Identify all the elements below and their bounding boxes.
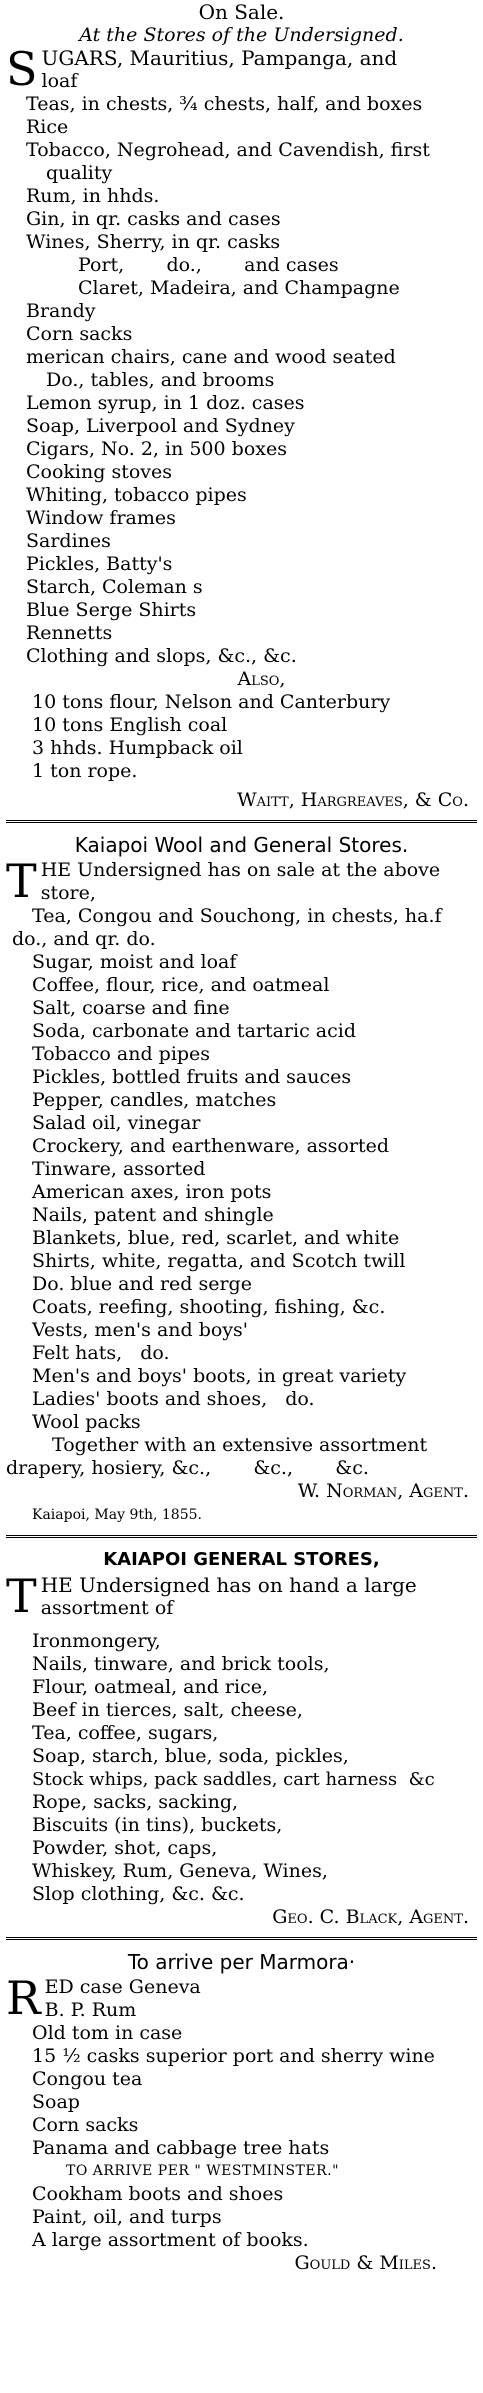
list-item: Nails, tinware, and brick tools, xyxy=(32,1653,330,1675)
list-item: Salt, coarse and fine xyxy=(32,997,230,1019)
list-item: American axes, iron pots xyxy=(32,1181,272,1203)
list-item: Nails, patent and shingle xyxy=(32,1204,274,1226)
list-item: Whiskey, Rum, Geneva, Wines, xyxy=(32,1860,328,1882)
list-item: Brandy xyxy=(26,300,96,322)
list-item: Corn sacks xyxy=(32,2114,139,2136)
lead-continuation: assortment of xyxy=(40,1597,174,1619)
list-item: Claret, Madeira, and Champagne xyxy=(78,277,400,299)
list-item: do., and qr. do. xyxy=(12,928,156,950)
list-item: Soda, carbonate and tartaric acid xyxy=(32,1020,356,1042)
list-item: quality xyxy=(46,162,113,184)
dropcap-letter: R xyxy=(6,1971,41,2025)
list-item: Tea, coffee, sugars, xyxy=(32,1722,219,1744)
list-item: 3 hhds. Humpback oil xyxy=(32,737,243,759)
list-item: Starch, Coleman s xyxy=(26,576,203,598)
dropcap-letter: T xyxy=(6,854,37,908)
advertisement-kaiapoi-general-stores xyxy=(6,1546,477,1929)
list-item: Gin, in qr. casks and cases xyxy=(26,208,281,230)
list-item: Rennetts xyxy=(26,622,113,644)
item-list xyxy=(6,93,477,668)
advertisement-on-sale xyxy=(6,0,477,812)
list-item: Tinware, assorted xyxy=(32,1158,206,1180)
list-item: Stock whips, pack saddles, cart harness &c xyxy=(32,1769,435,1790)
list-item: Tobacco, Negrohead, and Cavendish, first xyxy=(26,139,430,161)
list-item: Cooking stoves xyxy=(26,461,172,483)
ad-title: On Sale. xyxy=(198,0,285,24)
list-item: Paint, oil, and turps xyxy=(32,2206,222,2228)
list-item: Felt hats, do. xyxy=(32,1342,170,1364)
list-item: Soap, starch, blue, soda, pickles, xyxy=(32,1745,349,1767)
list-item: Coffee, flour, rice, and oatmeal xyxy=(32,974,330,996)
list-item: Men's and boys' boots, in great variety xyxy=(32,1365,407,1387)
lead-continuation: loaf xyxy=(41,70,78,92)
lead-line: HE Undersigned has on sale at the above xyxy=(40,859,441,881)
signature: Waitt, Hargreaves, & Co. xyxy=(237,789,469,811)
item-list xyxy=(6,905,477,1434)
lead-continuation: store, xyxy=(40,882,96,904)
lead-line: UGARS, Mauritius, Pampanga, and xyxy=(41,46,398,70)
list-item: Powder, shot, caps, xyxy=(32,1837,218,1859)
list-item: Lemon syrup, in 1 doz. cases xyxy=(26,392,305,414)
ad-lead xyxy=(6,1971,477,2025)
list-item: Corn sacks xyxy=(26,323,133,345)
ad-lead xyxy=(6,1569,477,1623)
list-item: Flour, oatmeal, and rice, xyxy=(32,1676,269,1698)
list-item: Window frames xyxy=(26,507,176,529)
list-item: Cigars, No. 2, in 500 boxes xyxy=(26,438,287,460)
list-item: Pickles, Batty's xyxy=(26,553,173,575)
also-list xyxy=(6,691,477,783)
list-item: Soap, Liverpool and Sydney xyxy=(26,415,295,437)
list-item: Whiting, tobacco pipes xyxy=(26,484,247,506)
arrival-note: TO ARRIVE PER " WESTMINSTER." xyxy=(66,2163,340,2179)
ad-title: KAIAPOI GENERAL STORES, xyxy=(103,1549,380,1570)
signature: Gould & Miles. xyxy=(294,2252,437,2274)
advertisement-kaiapoi-wool-stores xyxy=(6,831,477,1527)
divider xyxy=(6,1937,477,1940)
date-line: Kaiapoi, May 9th, 1855. xyxy=(32,1507,202,1523)
list-item: Sardines xyxy=(26,530,111,552)
list-item: Tobacco and pipes xyxy=(32,1043,211,1065)
list-item: Soap xyxy=(32,2091,80,2113)
list-item: Old tom in case xyxy=(32,2022,183,2044)
ad-title: To arrive per Marmora· xyxy=(127,1950,356,1974)
list-item: Ladies' boots and shoes, do. xyxy=(32,1388,315,1410)
lead-line: HE Undersigned has on hand a large xyxy=(40,1573,417,1597)
list-item: Wool packs xyxy=(32,1411,141,1433)
list-item: Coats, reefing, shooting, fishing, &c. xyxy=(32,1296,386,1318)
list-item: Clothing and slops, &c., &c. xyxy=(26,645,297,667)
ad-title: Kaiapoi Wool and General Stores. xyxy=(74,833,409,857)
list-item: Rope, sacks, sacking, xyxy=(32,1791,239,1813)
signature: Geo. C. Black, Agent. xyxy=(272,1906,469,1928)
list-item: Pickles, bottled fruits and sauces xyxy=(32,1066,352,1088)
list-item: Rice xyxy=(26,116,69,138)
list-item: Ironmongery, xyxy=(32,1630,161,1652)
ad-lead xyxy=(6,854,477,908)
divider xyxy=(6,820,477,823)
list-item: Do. blue and red serge xyxy=(32,1273,252,1295)
list-item: Biscuits (in tins), buckets, xyxy=(32,1814,283,1836)
item-list xyxy=(6,2022,477,2160)
list-item: 10 tons flour, Nelson and Canterbury xyxy=(32,691,391,713)
list-item: Blue Serge Shirts xyxy=(26,599,197,621)
divider xyxy=(6,1535,477,1538)
list-item: Panama and cabbage tree hats xyxy=(32,2137,330,2159)
together-line: Together with an extensive assortment xyxy=(52,1434,428,1456)
list-item: Blankets, blue, red, scarlet, and white xyxy=(32,1227,400,1249)
list-item: 1 ton rope. xyxy=(32,760,138,782)
list-item: Pepper, candles, matches xyxy=(32,1089,277,1111)
list-item: Port, do., and cases xyxy=(78,254,339,276)
lead-continuation: B. P. Rum xyxy=(44,1999,137,2021)
list-item: 10 tons English coal xyxy=(32,714,228,736)
list-item: Slop clothing, &c. &c. xyxy=(32,1883,245,1905)
list-item: Congou tea xyxy=(32,2068,143,2090)
signature: W. Norman, Agent. xyxy=(297,1480,469,1502)
list-item: Sugar, moist and loaf xyxy=(32,951,237,973)
dropcap-letter: T xyxy=(6,1569,37,1623)
list-item: A large assortment of books. xyxy=(32,2229,309,2251)
list-item: Vests, men's and boys' xyxy=(32,1319,249,1341)
lead-line: ED case Geneva xyxy=(44,1976,201,1998)
list-item: Teas, in chests, ¾ chests, half, and boxes xyxy=(26,93,423,115)
list-item: merican chairs, cane and wood seated xyxy=(26,346,396,368)
dropcap-letter: S xyxy=(6,42,38,96)
list-item: Cookham boots and shoes xyxy=(32,2183,284,2205)
item-list xyxy=(6,1620,477,1906)
list-item: Beef in tierces, salt, cheese, xyxy=(32,1699,303,1721)
list-item: Tea, Congou and Souchong, in chests, ha.f xyxy=(32,905,442,927)
list-item: Wines, Sherry, in qr. casks xyxy=(26,231,281,253)
list-item: Crockery, and earthenware, assorted xyxy=(32,1135,389,1157)
list-item: Salad oil, vinegar xyxy=(32,1112,201,1134)
ad-lead xyxy=(6,42,477,96)
also-heading: Also, xyxy=(237,668,286,690)
together-line-2: drapery, hosiery, &c., &c., &c. xyxy=(6,1457,369,1479)
item-list-2 xyxy=(6,2183,477,2252)
list-item: Do., tables, and brooms xyxy=(46,369,275,391)
list-item: Rum, in hhds. xyxy=(26,185,160,207)
advertisement-to-arrive xyxy=(6,1948,477,2275)
ad-subtitle: At the Stores of the Undersigned. xyxy=(79,24,404,46)
list-item: 15 ½ casks superior port and sherry wine xyxy=(32,2045,435,2067)
list-item: Shirts, white, regatta, and Scotch twill xyxy=(32,1250,406,1272)
